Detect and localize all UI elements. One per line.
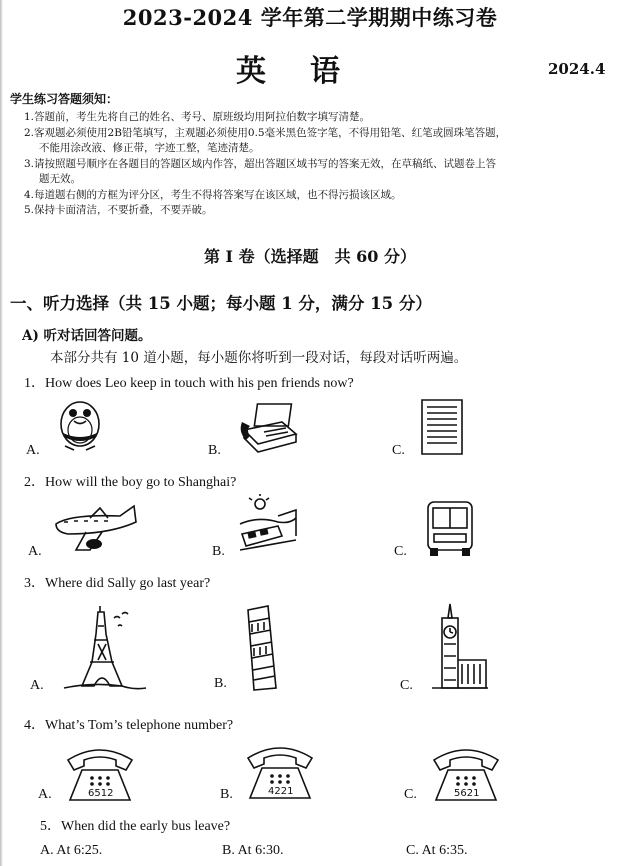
notice-item: 题无效。 <box>39 173 81 185</box>
option-a[interactable]: A. <box>26 443 40 458</box>
option-a[interactable]: A. <box>28 544 42 559</box>
subject-title: 英语 <box>236 54 384 89</box>
qq-penguin-icon <box>50 398 110 454</box>
option-b[interactable]: B. <box>212 544 225 559</box>
train-icon <box>238 494 298 556</box>
leaning-tower-icon <box>240 604 280 692</box>
option-b[interactable]: B. At 6:30. <box>222 843 284 858</box>
phone-number-label: 6512 <box>88 788 114 799</box>
big-ben-icon <box>430 600 490 692</box>
question-2: 2．How will the boy go to Shanghai? <box>24 475 237 490</box>
notice-item: 4.每道题右侧的方框为评分区，考生不得将答案写在该区域，也不得污损该区域。 <box>24 188 402 201</box>
bus-icon <box>424 500 476 558</box>
question-5: 5．When did the early bus leave? <box>40 819 231 834</box>
exam-title: 2023-2024 学年第二学期期中练习卷 <box>122 5 498 30</box>
question-3: 3．Where did Sally go last year? <box>24 576 211 591</box>
exam-date: 2024.4 <box>548 60 606 78</box>
section-title: 一、听力选择（共 15 小题；每小题 1 分，满分 15 分） <box>10 294 432 313</box>
option-b[interactable]: B. <box>220 787 233 802</box>
notice-list <box>24 110 614 219</box>
option-a[interactable]: A. <box>30 678 44 693</box>
notice-item: 5.保持卡面清洁，不要折叠，不要弄破。 <box>24 204 213 216</box>
notice-heading: 学生练习答题须知： <box>10 92 119 106</box>
option-c[interactable]: C. At 6:35. <box>406 843 468 858</box>
notice-item: 3.请按照题号顺序在各题目的答题区域内作答，超出答题区域书写的答案无效，在草稿纸、试题卷上答 <box>24 157 497 170</box>
option-c[interactable]: C. <box>394 544 407 559</box>
fax-machine-icon <box>236 400 300 454</box>
section-intro: 本部分共有 10 道小题，每小题你将听到一段对话，每段对话听两遍。 <box>50 350 468 366</box>
part-title: 第 I 卷（选择题 共 60 分） <box>203 247 417 266</box>
option-a[interactable]: A. <box>38 787 52 802</box>
question-1: 1．How does Leo keep in touch with his pen friends now? <box>24 376 354 391</box>
letter-paper-icon <box>418 398 466 456</box>
option-a[interactable]: A. At 6:25. <box>40 843 103 858</box>
option-c[interactable]: C. <box>400 678 413 693</box>
page-edge-shadow <box>0 0 3 866</box>
phone-number-label: 4221 <box>268 786 294 797</box>
subsection-title: A) 听对话回答问题。 <box>22 328 152 344</box>
eiffel-tower-icon <box>62 604 148 694</box>
option-c[interactable]: C. <box>392 443 405 458</box>
option-c[interactable]: C. <box>404 787 417 802</box>
question-4: 4．What’s Tom’s telephone number? <box>24 718 234 733</box>
option-b[interactable]: B. <box>214 676 227 691</box>
airplane-icon <box>50 500 140 556</box>
phone-number-label: 5621 <box>454 788 480 799</box>
notice-item: 不能用涂改液、修正带，字迹工整，笔迹清楚。 <box>39 142 260 154</box>
notice-item: 2.客观题必须使用2B铅笔填写，主观题必须使用0.5毫米黑色签字笔，不得用铅笔、红笔或圆珠笔答题， <box>24 126 507 139</box>
notice-item: 1.答题前，考生先将自己的姓名、考号、原班级均用阿拉伯数字填写清楚。 <box>24 111 371 123</box>
option-b[interactable]: B. <box>208 443 221 458</box>
